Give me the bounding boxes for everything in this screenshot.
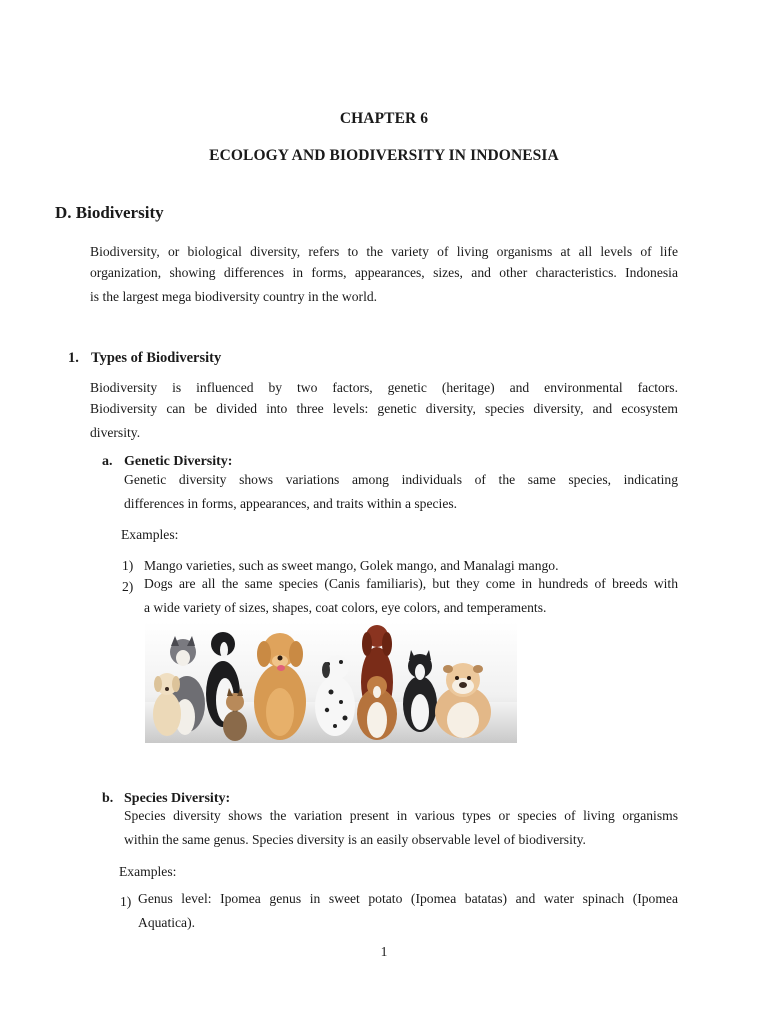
genetic-heading: Genetic Diversity: [124,454,233,469]
genetic-line: Genetic diversity shows variations among individuals of the same species, indicating [124,472,678,487]
section-intro [90,244,678,307]
species-heading: Species Diversity: [124,791,231,806]
species-desc [124,808,678,850]
example-text: Genus level: Ipomea genus in sweet potato (Ipomea batatas) and water spinach (Ipomea [138,891,678,906]
types-line: diversity. [90,425,141,440]
item-marker: a. [102,454,113,469]
chapter-title: ECOLOGY AND BIODIVERSITY IN INDONESIA [209,147,559,164]
intro-line: is the largest mega biodiversity country in the world. [90,289,378,304]
dogs-photo [145,622,517,743]
item-marker: b. [102,791,114,806]
section-heading: D. Biodiversity [55,203,164,222]
genetic-line: differences in forms, appearances, and traits within a species. [124,496,458,511]
example-text: Aquatica). [138,915,195,930]
species-examples-label: Examples: [119,864,177,879]
intro-line: Biodiversity, or biological diversity, refers to the variety of living organisms at all levels of life [90,244,678,259]
chapter-number: CHAPTER 6 [339,110,429,127]
example-text: Mango varieties, such as sweet mango, Golek mango, and Manalagi mango. [144,558,559,573]
subsection-heading: Types of Biodiversity [91,350,222,366]
genetic-desc [124,472,678,514]
example-text: a wide variety of sizes, shapes, coat colors, eye colors, and temperaments. [144,600,547,615]
dog-collie-black-white [403,650,437,732]
species-line: Species diversity shows the variation present in various types or species of living organisms [124,808,678,823]
types-intro [90,380,678,443]
example-text-block [144,576,678,618]
example-text-block [138,891,678,933]
types-line: Biodiversity is influenced by two factors, genetic (heritage) and environmental factors. [90,380,678,395]
dog-dalmatian [315,655,355,736]
types-line: Biodiversity can be divided into three levels: genetic diversity, species diversity, and ecosystem [90,401,678,416]
dog-english-bulldog [435,663,491,738]
list-number: 1. [68,350,79,366]
page-number: 1 [380,944,388,959]
example-number: 2) [122,579,134,594]
example-number: 1) [122,558,134,573]
genetic-examples-label: Examples: [121,527,179,542]
species-line: within the same genus. Species diversity is an easily observable level of biodiversity. [124,832,586,847]
example-text: Dogs are all the same species (Canis familiaris), but they come in hundreds of breeds with [144,576,678,591]
example-number: 1) [120,894,132,909]
dog-labrador-puppy [153,673,181,736]
dog-golden-retriever [254,633,306,740]
intro-line: organization, showing differences in forms, appearances, sizes, and other characteristics. Indonesia [90,265,678,280]
